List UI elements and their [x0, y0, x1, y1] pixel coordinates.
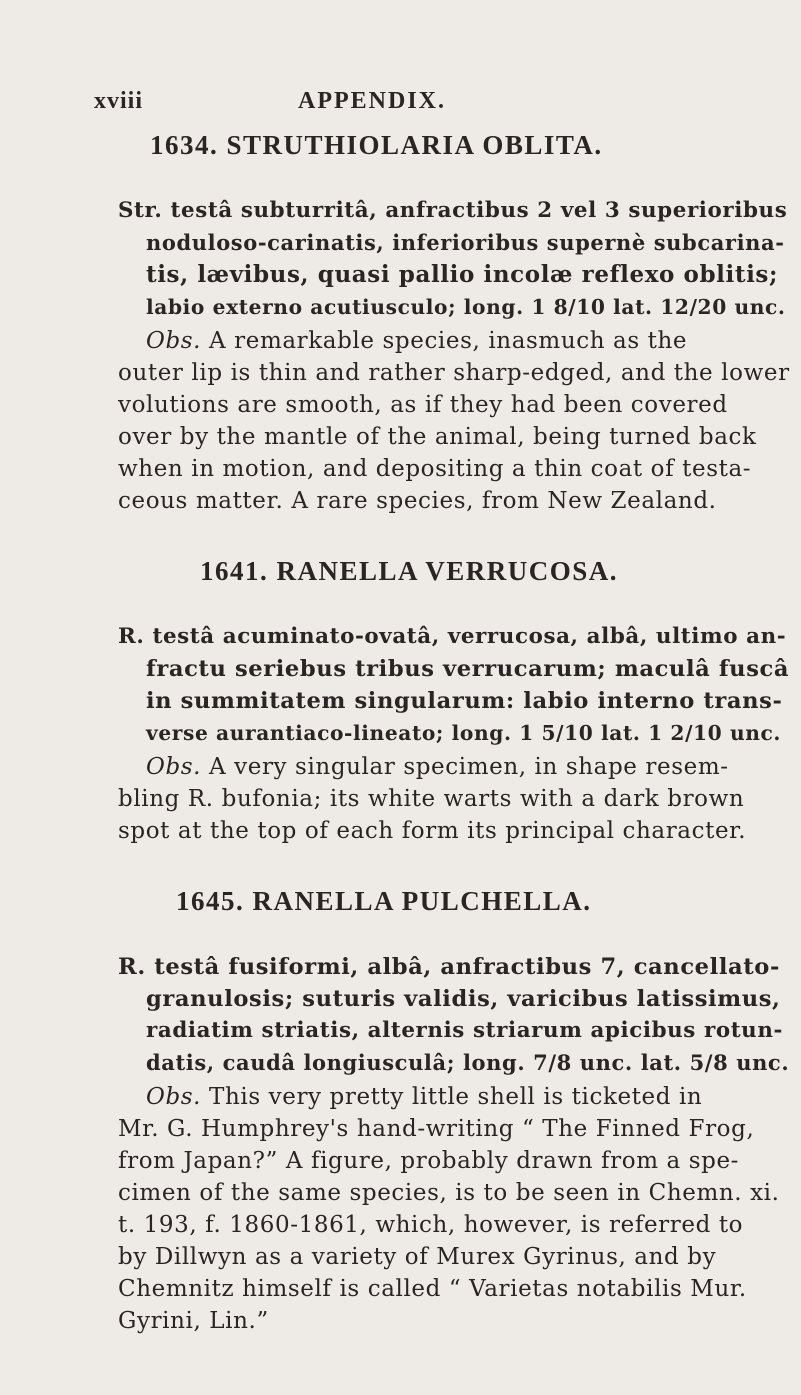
description-line: fractu seriebus tribus verrucarum; maculâ fuscâ: [146, 656, 790, 682]
description-line: noduloso-carinatis, inferioribus supernè subcarina-: [146, 230, 785, 255]
description-line: verse aurantiaco-lineato; long. 1 5/10 lat. 1 2/10 unc.: [146, 721, 782, 745]
observation-line: Chemnitz himself is called “ Varietas notabilis Mur.: [118, 1276, 747, 1302]
observation-line: bling R. bufonia; its white warts with a dark brown: [118, 786, 745, 812]
obs-label: Obs.: [146, 1084, 202, 1110]
observation-line: cimen of the same species, is to be seen in Chemn. xi.: [118, 1180, 780, 1206]
description-line: Str. testâ subturritâ, anfractibus 2 vel 3 superioribus: [118, 198, 788, 223]
observation-line: outer lip is thin and rather sharp-edged, and the lower: [118, 360, 790, 386]
observation-line: Mr. G. Humphrey's hand-writing “ The Finned Frog,: [118, 1116, 755, 1142]
entry-title: 1634. STRUTHIOLARIA OBLITA.: [150, 130, 603, 160]
description-line: R. testâ acuminato-ovatâ, verrucosa, albâ, ultimo an-: [118, 624, 787, 649]
running-head: [94, 88, 714, 120]
obs-label: Obs.: [146, 754, 202, 780]
observation-line: by Dillwyn as a variety of Murex Gyrinus, and by: [118, 1244, 717, 1270]
observation-line: from Japan?” A figure, probably drawn from a spe-: [118, 1148, 740, 1174]
obs-label: Obs.: [146, 328, 202, 354]
entry-title: 1641. RANELLA VERRUCOSA.: [200, 556, 619, 586]
observation-line: Gyrini, Lin.”: [118, 1308, 269, 1334]
description-line: labio externo acutiusculo; long. 1 8/10 lat. 12/20 unc.: [146, 295, 786, 319]
observation-line: t. 193, f. 1860-1861, which, however, is referred to: [118, 1212, 744, 1238]
observation-line: [146, 1082, 702, 1112]
description-line: datis, caudâ longiusculâ; long. 7/8 unc. lat. 5/8 unc.: [146, 1050, 790, 1075]
page-number: xviii: [94, 88, 144, 114]
obs-text: This very pretty little shell is ticketed in: [209, 1084, 703, 1110]
observation-line: when in motion, and depositing a thin coat of testa-: [118, 456, 752, 482]
description-line: granulosis; suturis validis, varicibus latissimus,: [146, 986, 781, 1012]
section-title: APPENDIX.: [298, 88, 446, 114]
description-line: tis, lævibus, quasi pallio incolæ reflexo oblitis;: [146, 261, 779, 288]
observation-line: over by the mantle of the animal, being turned back: [118, 424, 757, 450]
observation-line: spot at the top of each form its principal character.: [118, 818, 747, 844]
obs-text: A remarkable species, inasmuch as the: [209, 328, 688, 354]
obs-text: A very singular specimen, in shape resem-: [209, 754, 729, 780]
observation-line: [146, 326, 687, 356]
observation-line: [146, 752, 729, 782]
description-line: in summitatem singularum: labio interno trans-: [146, 688, 783, 714]
entry-title: 1645. RANELLA PULCHELLA.: [176, 886, 592, 916]
observation-line: ceous matter. A rare species, from New Zealand.: [118, 488, 717, 514]
description-line: R. testâ fusiformi, albâ, anfractibus 7, cancellato-: [118, 954, 780, 980]
observation-line: volutions are smooth, as if they had been covered: [118, 392, 728, 418]
description-line: radiatim striatis, alternis striarum apicibus rotun-: [146, 1018, 783, 1043]
